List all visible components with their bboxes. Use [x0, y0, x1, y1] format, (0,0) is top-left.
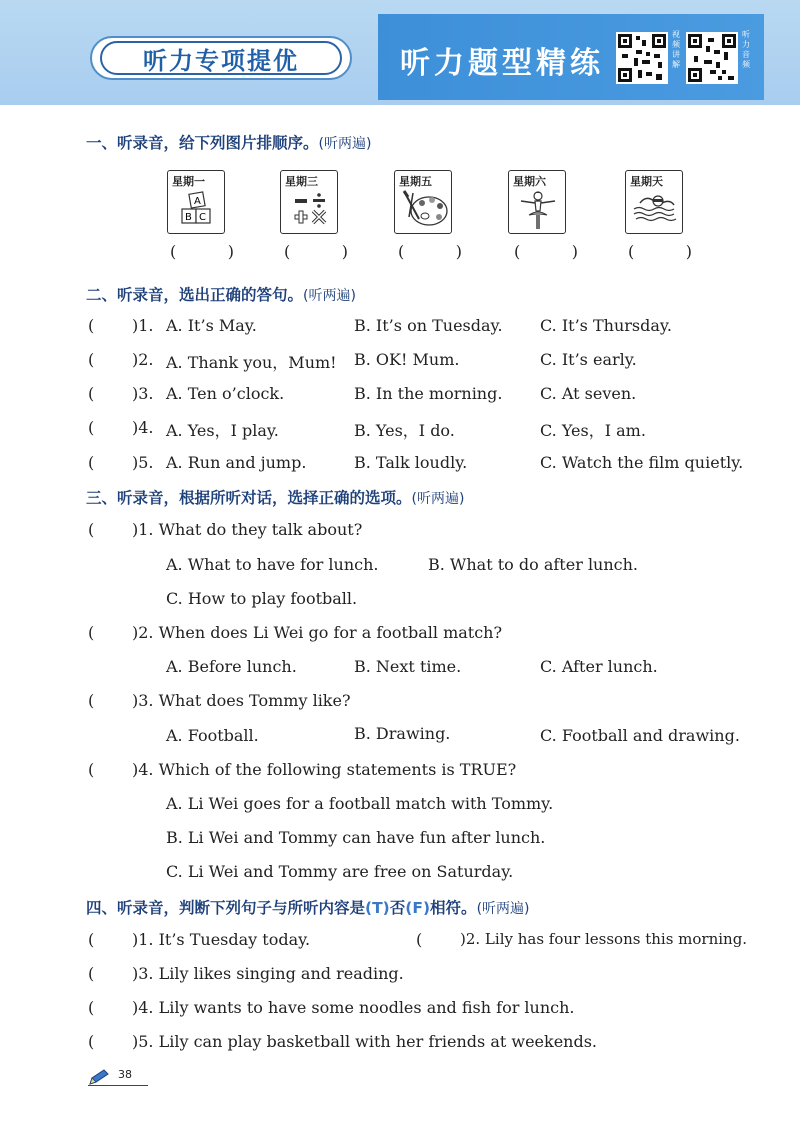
- answer-paren[interactable]: (: [88, 930, 95, 949]
- qr-label-audio: 听力音频: [742, 30, 750, 69]
- qr-code-video[interactable]: [616, 32, 668, 84]
- picture-card-wednesday: [280, 170, 338, 234]
- question-text: )2. When does Li Wei go for a football match?: [132, 623, 503, 642]
- option-a: A. Ten o’clock.: [166, 384, 285, 403]
- section3-title: [86, 486, 464, 508]
- option-b: B. Drawing.: [354, 724, 451, 743]
- page-number: 38: [118, 1068, 132, 1081]
- question-number: )1.: [132, 316, 154, 335]
- option-a: A. Li Wei goes for a football match with Tommy.: [166, 794, 554, 813]
- answer-paren[interactable]: (: [88, 998, 95, 1017]
- section3-note: (听两遍): [411, 491, 465, 507]
- option-b: B. It’s on Tuesday.: [354, 316, 503, 335]
- section1-note: (听两遍): [318, 136, 372, 152]
- question-number: )2.: [132, 350, 154, 369]
- paren-open: (: [398, 242, 405, 261]
- qr-code-audio[interactable]: [686, 32, 738, 84]
- answer-paren[interactable]: (: [88, 760, 95, 779]
- pencil-icon: [88, 1068, 112, 1086]
- alphabet-blocks-icon: [174, 189, 220, 231]
- true-mark: (T): [365, 899, 390, 917]
- section2-title: [86, 283, 356, 305]
- paren-close: ): [455, 242, 462, 261]
- paren-close: ): [341, 242, 348, 261]
- question-number: )5.: [132, 453, 154, 472]
- answer-blank-5[interactable]: [628, 242, 692, 261]
- answer-paren[interactable]: (: [88, 316, 95, 335]
- option-b: B. Next time.: [354, 657, 462, 676]
- section4-title-post: 相符。: [430, 899, 477, 917]
- paren-open: (: [628, 242, 635, 261]
- answer-paren[interactable]: (: [88, 691, 95, 710]
- statement-text: )2. Lily has four lessons this morning.: [460, 930, 748, 948]
- option-a: A. Thank you，Mum!: [166, 353, 337, 372]
- answer-paren[interactable]: (: [88, 418, 95, 437]
- picture-card-sunday: [625, 170, 683, 234]
- option-c: C. It’s early.: [540, 350, 637, 369]
- option-a: A. Yes，I play.: [166, 421, 279, 440]
- answer-blank-4[interactable]: [514, 242, 578, 261]
- option-c: C. After lunch.: [540, 657, 658, 676]
- card-label: 星期六: [513, 175, 546, 188]
- option-a: A. Football.: [166, 726, 259, 745]
- answer-paren[interactable]: (: [88, 520, 95, 539]
- answer-blank-3[interactable]: [398, 242, 462, 261]
- page-title: 听力题型精练: [400, 46, 604, 81]
- answer-blank-1[interactable]: [170, 242, 234, 261]
- option-a: A. What to have for lunch.: [166, 555, 379, 574]
- option-c: C. Li Wei and Tommy are free on Saturday.: [166, 862, 514, 881]
- section3-title-text: 三、听录音，根据所听对话，选择正确的选项。: [86, 489, 412, 507]
- option-b: B. In the morning.: [354, 384, 503, 403]
- section4-title: [86, 896, 530, 918]
- section-pill: [90, 36, 352, 80]
- paren-open: (: [514, 242, 521, 261]
- block-letter: A: [194, 196, 201, 207]
- section2-note: (听两遍): [303, 288, 356, 304]
- card-label: 星期天: [630, 175, 663, 188]
- picture-card-friday: [394, 170, 452, 234]
- section4-note: (听两遍): [476, 901, 530, 917]
- statement-text: )3. Lily likes singing and reading.: [132, 964, 404, 983]
- question-text: )1. What do they talk about?: [132, 520, 363, 539]
- section4-title-pre: 四、听录音，判断下列句子与所听内容是: [86, 899, 366, 917]
- option-c: C. Football and drawing.: [540, 726, 740, 745]
- question-number: )4.: [132, 418, 154, 437]
- option-c: C. At seven.: [540, 384, 637, 403]
- picture-card-monday: [167, 170, 225, 234]
- qr-label-video: 视频讲解: [672, 30, 680, 69]
- option-c: C. How to play football.: [166, 589, 358, 608]
- paren-open: (: [284, 242, 291, 261]
- block-letter: C: [199, 212, 206, 223]
- option-a: A. Before lunch.: [166, 657, 297, 676]
- option-b: B. Li Wei and Tommy can have fun after lunch.: [166, 828, 546, 847]
- answer-paren[interactable]: (: [88, 964, 95, 983]
- paren-close: ): [227, 242, 234, 261]
- math-symbols-icon: [287, 189, 333, 231]
- answer-paren[interactable]: (: [88, 623, 95, 642]
- answer-paren[interactable]: (: [88, 384, 95, 403]
- option-b: B. OK! Mum.: [354, 350, 460, 369]
- question-text: )3. What does Tommy like?: [132, 691, 351, 710]
- option-c: C. Yes，I am.: [540, 421, 646, 440]
- paren-close: ): [571, 242, 578, 261]
- section2-title-text: 二、听录音，选出正确的答句。: [86, 286, 304, 304]
- dancing-girl-icon: [515, 189, 561, 233]
- answer-paren[interactable]: (: [88, 1032, 95, 1051]
- paren-open: (: [170, 242, 177, 261]
- option-c: C. It’s Thursday.: [540, 316, 672, 335]
- false-mark: (F): [405, 899, 431, 917]
- footer-divider: [88, 1085, 148, 1086]
- statement-text: )4. Lily wants to have some noodles and fish for lunch.: [132, 998, 575, 1017]
- option-c: C. Watch the film quietly.: [540, 453, 744, 472]
- section1-title-text: 一、听录音，给下列图片排顺序。: [86, 134, 319, 152]
- section1-title: [86, 131, 371, 153]
- card-label: 星期三: [285, 175, 318, 188]
- swimming-icon: [632, 189, 678, 231]
- answer-paren[interactable]: (: [88, 453, 95, 472]
- block-letter: B: [185, 212, 192, 223]
- qr-code-icon: [688, 34, 736, 82]
- paren-close: ): [685, 242, 692, 261]
- option-b: B. Talk loudly.: [354, 453, 468, 472]
- section4-title-mid: 否: [389, 899, 406, 917]
- option-a: A. It’s May.: [166, 316, 257, 335]
- pill-label: 听力专项提优: [100, 41, 342, 75]
- question-number: )3.: [132, 384, 154, 403]
- card-label: 星期五: [399, 175, 432, 188]
- answer-paren[interactable]: (: [416, 930, 423, 949]
- option-a: A. Run and jump.: [166, 453, 307, 472]
- qr-code-icon: [618, 34, 666, 82]
- painting-palette-icon: [401, 189, 451, 233]
- question-text: )4. Which of the following statements is TRUE?: [132, 760, 517, 779]
- statement-text: )1. It’s Tuesday today.: [132, 930, 311, 949]
- statement-text: )5. Lily can play basketball with her friends at weekends.: [132, 1032, 598, 1051]
- option-b: B. Yes，I do.: [354, 421, 455, 440]
- picture-card-saturday: [508, 170, 566, 234]
- answer-blank-2[interactable]: [284, 242, 348, 261]
- option-b: B. What to do after lunch.: [428, 555, 639, 574]
- answer-paren[interactable]: (: [88, 350, 95, 369]
- card-label: 星期一: [172, 175, 205, 188]
